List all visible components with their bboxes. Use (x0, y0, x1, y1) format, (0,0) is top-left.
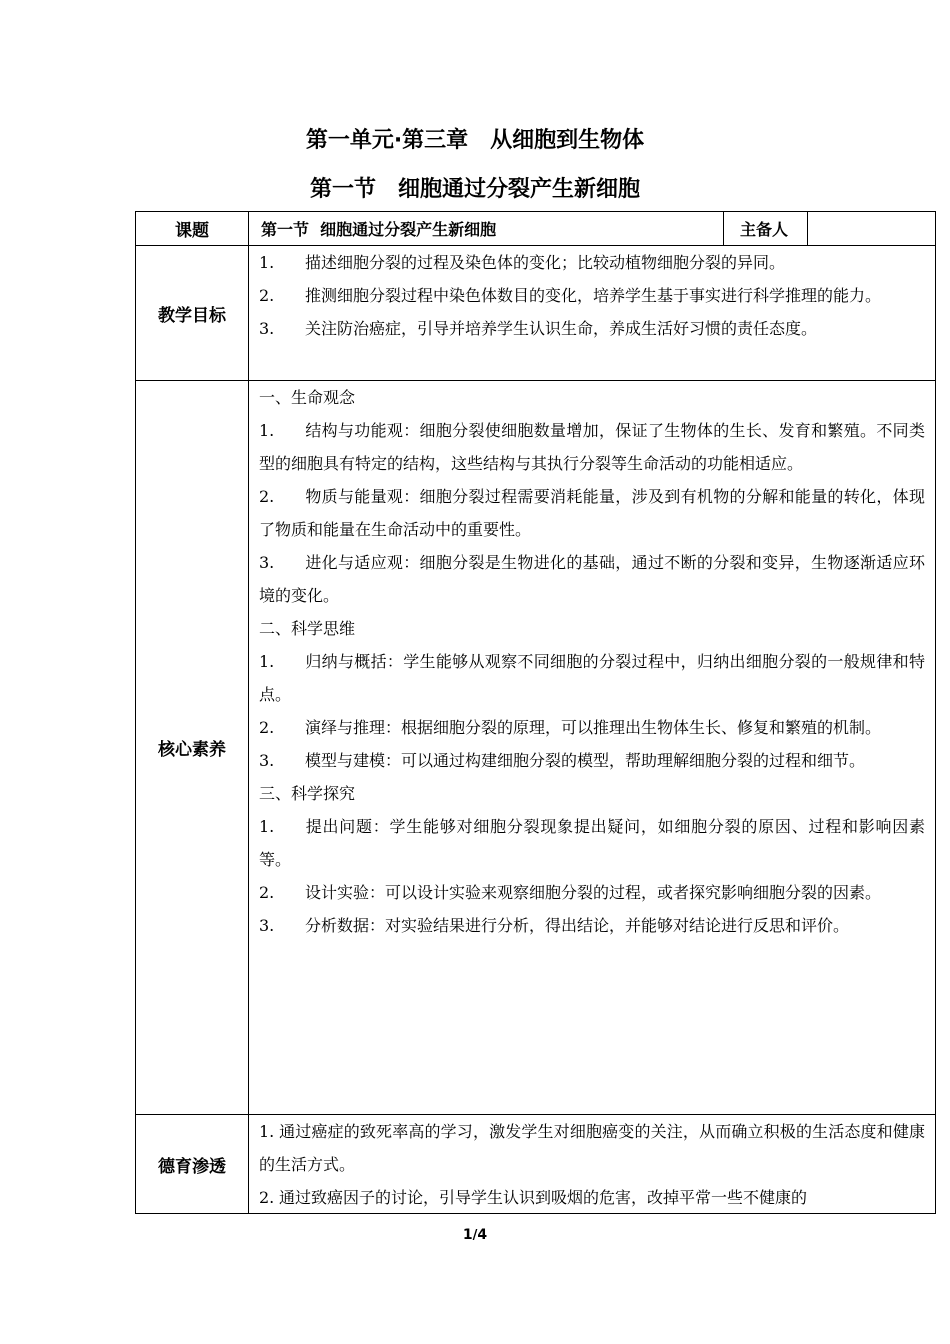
literacy-item: 3. 模型与建模：可以通过构建细胞分裂的模型，帮助理解细胞分裂的过程和细节。 (259, 751, 866, 770)
objective-item: 2. 推测细胞分裂过程中染色体数目的变化，培养学生基于事实进行科学推理的能力。 (259, 286, 882, 305)
section-title: 第一节 细胞通过分裂产生新细胞 (309, 177, 640, 202)
literacy-item: 3. 分析数据：对实验结果进行分析，得出结论，并能够对结论进行反思和评价。 (259, 916, 850, 935)
page-total: 4 (477, 1227, 488, 1243)
page-current: 1 (462, 1227, 473, 1243)
topic-row (136, 212, 936, 246)
literacy-heading: 一、生命观念 (259, 388, 356, 407)
unit-title: 第一单元·第三章 从细胞到生物体 (305, 128, 645, 153)
literacy-item: 2. 演绎与推理：根据细胞分裂的原理，可以推理出生物体生长、修复和繁殖的机制。 (259, 718, 882, 737)
page-separator: / (472, 1228, 478, 1243)
literacy-item: 3. 进化与适应观：细胞分裂是生物进化的基础，通过不断的分裂和变异，生物逐渐适应环境的变化。 (259, 553, 925, 605)
objectives-cell (249, 246, 936, 381)
literacy-item: 1. 归纳与概括：学生能够从观察不同细胞的分裂过程中，归纳出细胞分裂的一般规律和特点。 (259, 652, 925, 704)
objective-item: 1. 描述细胞分裂的过程及染色体的变化；比较动植物细胞分裂的异同。 (259, 253, 786, 272)
objectives-label: 教学目标 (136, 246, 249, 381)
preparer-label: 主备人 (724, 212, 808, 246)
moral-item: 2. 通过致癌因子的讨论，引导学生认识到吸烟的危害，改掉平常一些不健康的 (259, 1188, 808, 1207)
page-number (0, 1227, 950, 1243)
literacy-item: 2. 设计实验：可以设计实验来观察细胞分裂的过程，或者探究影响细胞分裂的因素。 (259, 883, 882, 902)
topic-value: 第一节 细胞通过分裂产生新细胞 (249, 212, 724, 246)
topic-label: 课题 (136, 212, 249, 246)
literacy-row (136, 381, 936, 1115)
moral-cell (249, 1115, 936, 1214)
objective-item: 3. 关注防治癌症，引导并培养学生认识生命，养成生活好习惯的责任态度。 (259, 319, 818, 338)
moral-item: 1. 通过癌症的致死率高的学习，激发学生对细胞癌变的关注，从而确立积极的生活态度和健康的生活方式。 (259, 1122, 925, 1174)
literacy-heading: 二、科学思维 (259, 619, 356, 638)
moral-row (136, 1115, 936, 1214)
literacy-heading: 三、科学探究 (259, 784, 356, 803)
objectives-row (136, 246, 936, 381)
literacy-cell (249, 381, 936, 1115)
literacy-item: 1. 提出问题：学生能够对细胞分裂现象提出疑问，如细胞分裂的原因、过程和影响因素等。 (259, 817, 925, 869)
literacy-item: 1. 结构与功能观：细胞分裂使细胞数量增加，保证了生物体的生长、发育和繁殖。不同类型的细胞具有特定的结构，这些结构与其执行分裂等生命活动的功能相适应。 (259, 421, 925, 473)
moral-label: 德育渗透 (136, 1115, 249, 1214)
lesson-plan-table (135, 211, 936, 1214)
literacy-item: 2. 物质与能量观：细胞分裂过程需要消耗能量，涉及到有机物的分解和能量的转化，体现了物质和能量在生命活动中的重要性。 (259, 487, 925, 539)
literacy-label: 核心素养 (136, 381, 249, 1115)
preparer-value (808, 212, 936, 246)
